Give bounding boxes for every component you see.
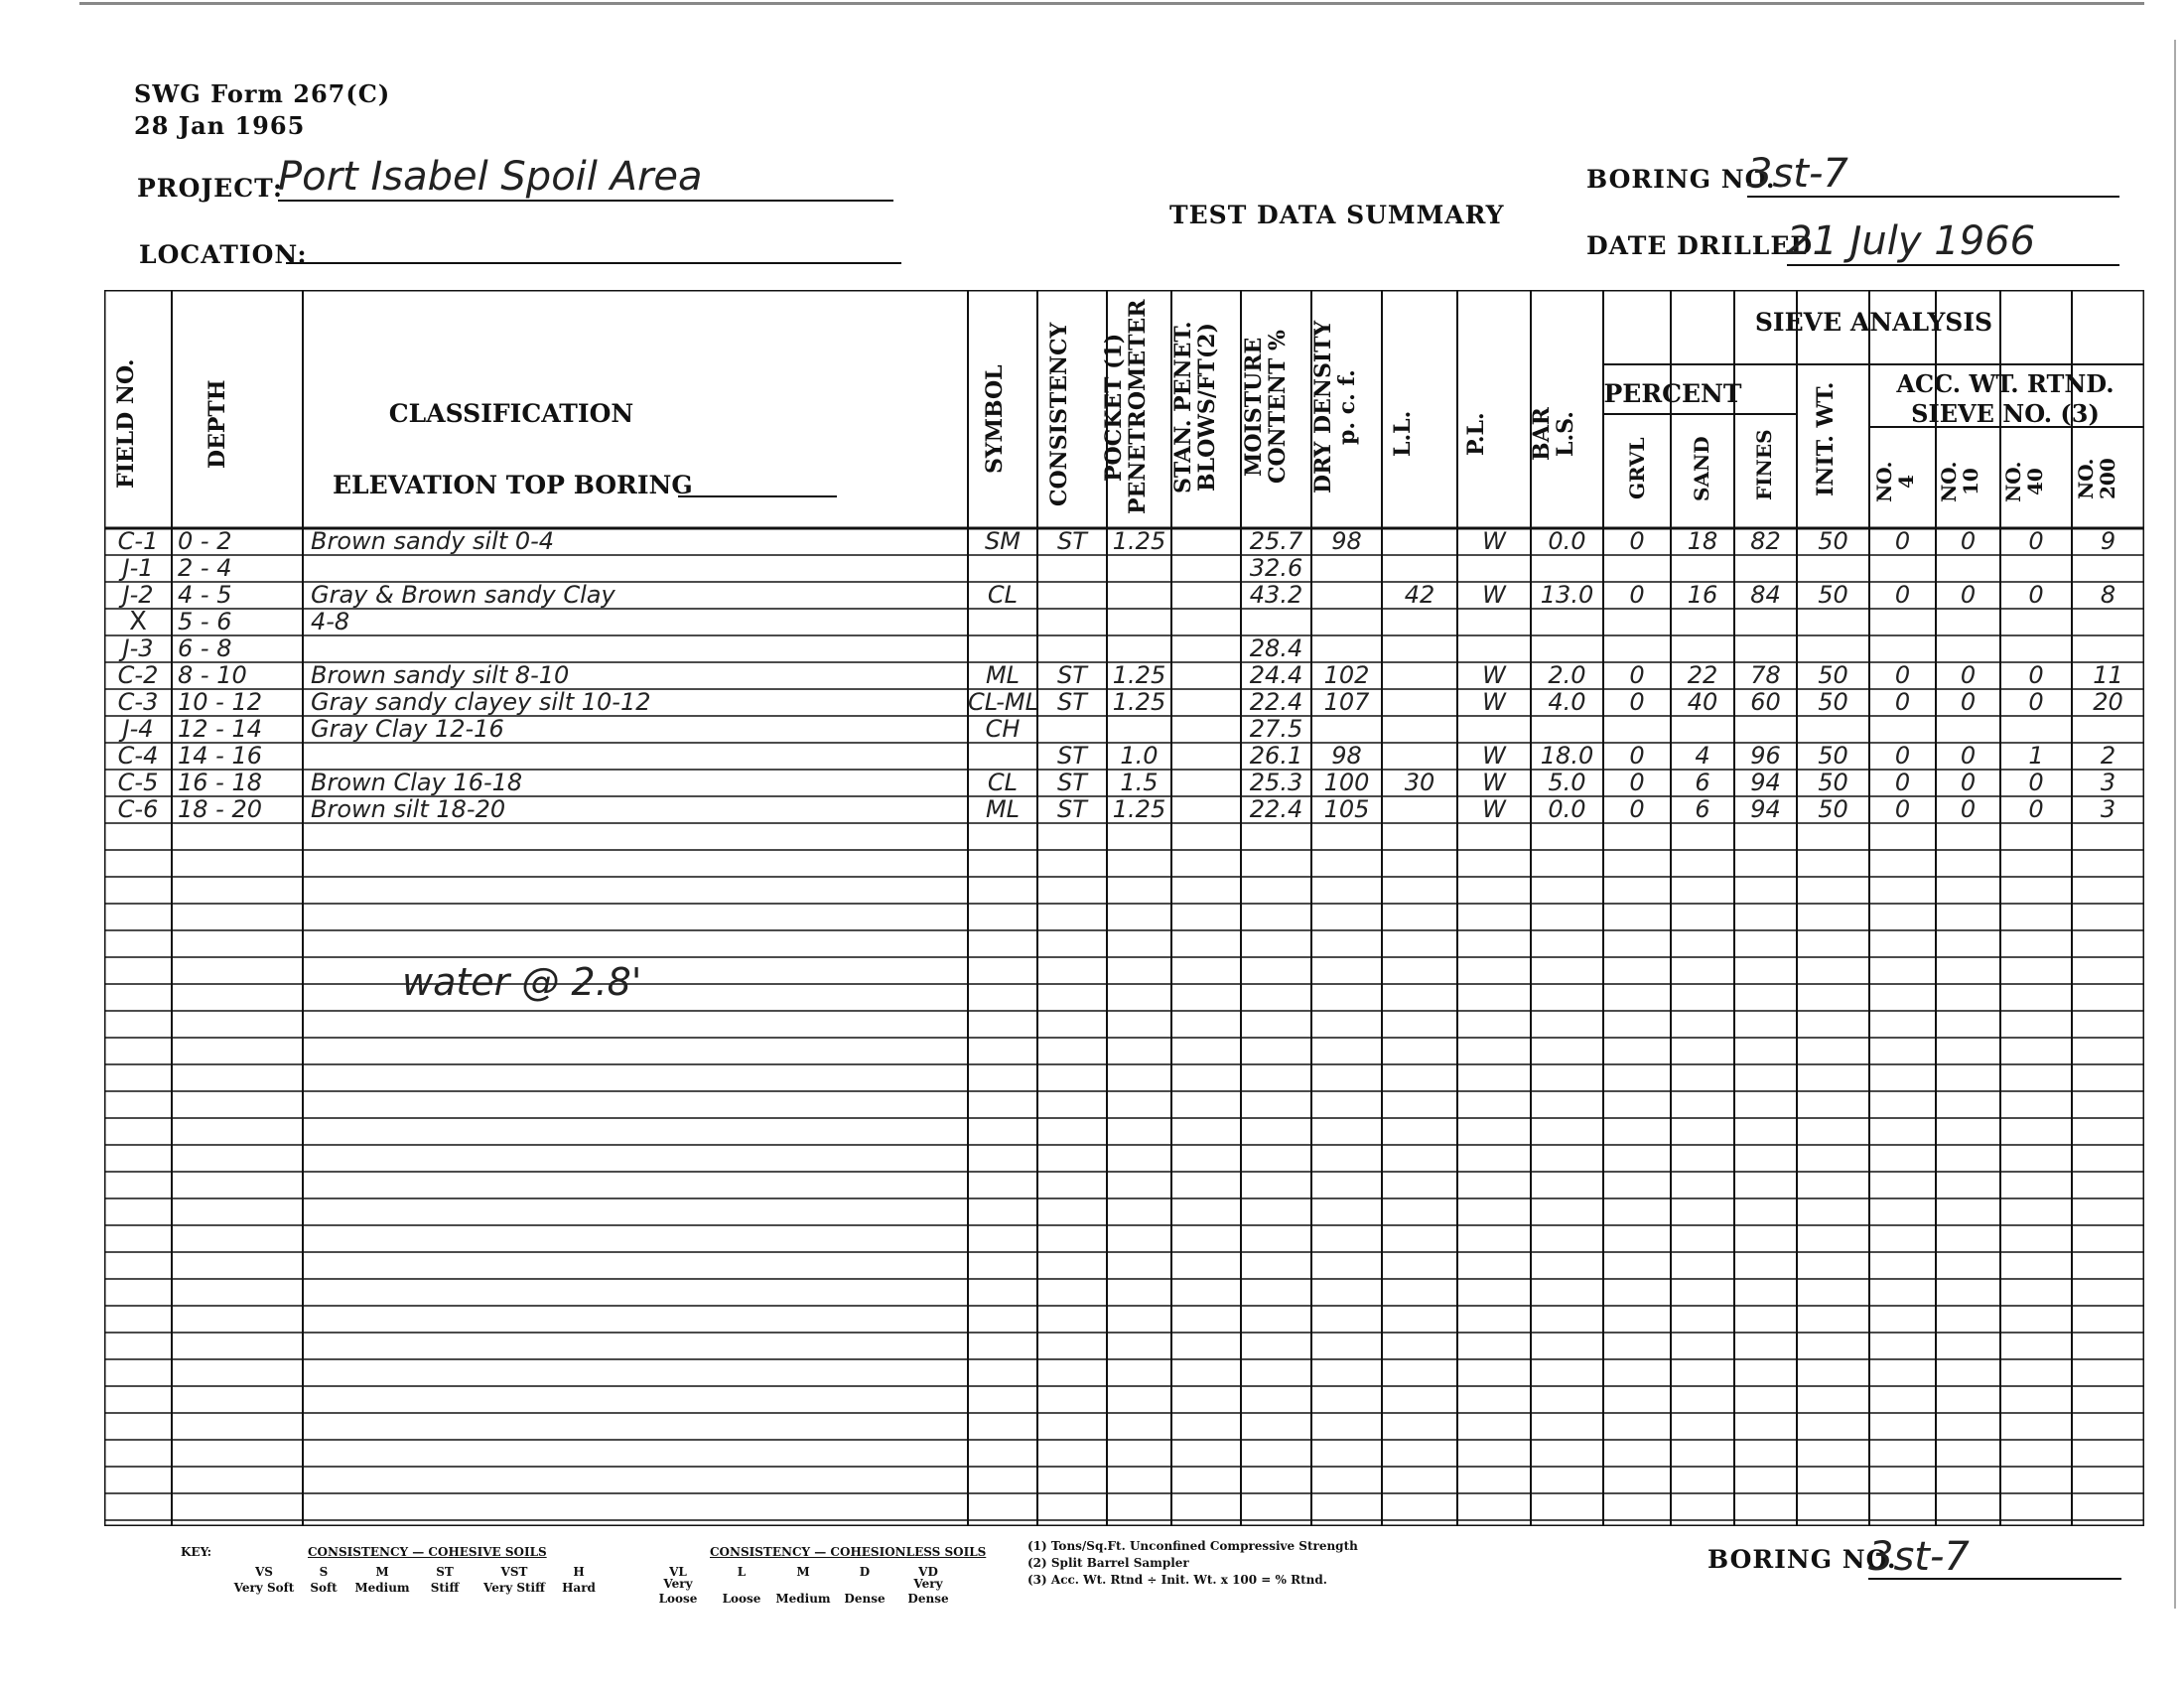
cell-n200: 11 (2093, 661, 2123, 689)
cell-dry: 107 (1323, 688, 1370, 716)
cell-moist: 28.4 (1249, 634, 1303, 662)
cell-n10: 0 (1960, 661, 1977, 689)
date-drilled-field[interactable]: 21 July 1966 (1787, 218, 2119, 266)
cell-n40: 0 (2028, 581, 2044, 609)
header-grvl: GRVL (1625, 437, 1649, 500)
cell-depth: 12 - 14 (178, 715, 262, 743)
header-depth: DEPTH (205, 379, 230, 469)
cell-depth: 8 - 10 (178, 661, 247, 689)
cell-pocket: 1.25 (1112, 527, 1166, 555)
cell-fines: 82 (1750, 527, 1781, 555)
cell-field: X (129, 607, 147, 636)
cell-cons: ST (1057, 527, 1087, 555)
cell-field: J-4 (122, 715, 154, 743)
cell-depth: 16 - 18 (178, 769, 262, 796)
cl-abbr-item: M (796, 1565, 810, 1579)
cell-n10: 0 (1960, 527, 1977, 555)
cell-moist: 22.4 (1249, 795, 1303, 823)
header-field-no: FIELD NO. (113, 358, 139, 490)
scan-edge (79, 2, 2144, 5)
coh-words-item: Soft (310, 1581, 338, 1595)
location-label: LOCATION: (139, 240, 308, 269)
header-no-4: NO. 4 (1872, 461, 1918, 502)
cell-moist: 32.6 (1249, 554, 1303, 582)
cell-pl: W (1482, 688, 1506, 716)
coh-abbr-item: M (375, 1565, 389, 1579)
header-classification: CLASSIFICATION (388, 399, 634, 428)
header-no-10: NO. 10 (1937, 461, 1982, 502)
header-sand: SAND (1690, 436, 1713, 501)
cell-field: J-2 (122, 581, 154, 609)
footer-note-1: (1) Tons/Sq.Ft. Unconfined Compressive Strength (1027, 1539, 1358, 1553)
cell-init: 50 (1818, 661, 1848, 689)
form-date: 28 Jan 1965 (134, 111, 306, 140)
location-field[interactable] (286, 234, 901, 264)
cell-cons: ST (1057, 742, 1087, 770)
cl-abbr-item: L (737, 1565, 747, 1579)
cell-sym: SM (985, 527, 1021, 555)
cell-cons: ST (1057, 769, 1087, 796)
cell-depth: 6 - 8 (178, 634, 232, 662)
cell-dry: 100 (1323, 769, 1370, 796)
footer-cohesive-words (230, 1577, 604, 1596)
cell-ll: 42 (1404, 581, 1435, 609)
cell-sand: 22 (1687, 661, 1718, 689)
cell-fines: 60 (1750, 688, 1781, 716)
cell-depth: 14 - 16 (178, 742, 262, 770)
cell-field: C-6 (117, 795, 159, 823)
date-drilled-label: DATE DRILLED (1586, 231, 1814, 260)
footer-boring-field[interactable]: 3st-7 (1868, 1534, 2121, 1580)
cell-depth: 10 - 12 (178, 688, 262, 716)
coh-abbr-item: S (319, 1565, 329, 1579)
cell-cls: Brown sandy silt 8-10 (311, 661, 570, 689)
cell-pocket: 1.25 (1112, 661, 1166, 689)
cell-field: C-4 (117, 742, 159, 770)
cell-cons: ST (1057, 795, 1087, 823)
cell-depth: 18 - 20 (178, 795, 262, 823)
coh-words-item: Very Soft (233, 1581, 295, 1595)
cell-moist: 27.5 (1249, 715, 1303, 743)
coh-abbr-item: VS (255, 1565, 273, 1579)
cell-n4: 0 (1894, 742, 1911, 770)
cell-init: 50 (1818, 742, 1848, 770)
cell-cls: Gray & Brown sandy Clay (311, 581, 615, 609)
cell-moist: 25.3 (1249, 769, 1303, 796)
cell-n4: 0 (1894, 581, 1911, 609)
elevation-field[interactable] (678, 493, 837, 497)
cell-n40: 0 (2028, 527, 2044, 555)
header-consistency: CONSISTENCY (1046, 322, 1072, 506)
cell-bar: 4.0 (1548, 688, 1586, 716)
footer-note-3: (3) Acc. Wt. Rtnd ÷ Init. Wt. x 100 = % Rtnd. (1027, 1573, 1327, 1587)
cell-dry: 98 (1331, 742, 1362, 770)
cell-pl: W (1482, 742, 1506, 770)
cell-n40: 0 (2028, 769, 2044, 796)
cell-cons: ST (1057, 688, 1087, 716)
cell-grvl: 0 (1629, 661, 1645, 689)
cell-bar: 2.0 (1548, 661, 1586, 689)
scan-edge-right (2174, 40, 2176, 1609)
cell-fines: 84 (1750, 581, 1781, 609)
cell-n40: 0 (2028, 688, 2044, 716)
cell-pl: W (1482, 661, 1506, 689)
cell-grvl: 0 (1629, 581, 1645, 609)
cell-depth: 5 - 6 (178, 608, 232, 635)
cell-depth: 4 - 5 (178, 581, 232, 609)
cell-cls: 4-8 (311, 608, 350, 635)
cell-pocket: 1.5 (1120, 769, 1159, 796)
header-moisture-content: MOISTURE CONTENT % (1241, 330, 1291, 485)
cell-pl: W (1482, 769, 1506, 796)
cell-n4: 0 (1894, 688, 1911, 716)
cell-dry: 98 (1331, 527, 1362, 555)
cell-sym: CL (987, 769, 1019, 796)
coh-words-item: Stiff (430, 1581, 460, 1595)
cell-moist: 43.2 (1249, 581, 1303, 609)
cl-abbr-item: VL (669, 1565, 687, 1579)
cell-grvl: 0 (1629, 795, 1645, 823)
coh-abbr-item: ST (436, 1565, 454, 1579)
cell-n200: 20 (2093, 688, 2123, 716)
footer-key-label: KEY: (181, 1545, 212, 1559)
cl-words-item: Very Dense (907, 1577, 949, 1606)
cell-depth: 0 - 2 (178, 527, 232, 555)
cell-bar: 0.0 (1548, 795, 1586, 823)
header-percent: PERCENT (1603, 379, 1742, 408)
cell-n10: 0 (1960, 688, 1977, 716)
cell-cls: Brown silt 18-20 (311, 795, 506, 823)
test-data-table (104, 290, 2144, 1526)
cell-field: J-1 (122, 554, 154, 582)
cell-n40: 1 (2028, 742, 2044, 770)
cell-fines: 96 (1750, 742, 1781, 770)
cell-init: 50 (1818, 688, 1848, 716)
form-title: TEST DATA SUMMARY (1169, 201, 1505, 229)
cell-n200: 8 (2100, 581, 2116, 609)
header-acc-wt-rtnd: ACC. WT. RTND. SIEVE NO. (3) (1896, 369, 2115, 428)
cell-field: C-1 (117, 527, 159, 555)
cell-bar: 0.0 (1548, 527, 1586, 555)
cell-n40: 0 (2028, 661, 2044, 689)
cell-pl: W (1482, 581, 1506, 609)
cell-cls: Brown sandy silt 0-4 (311, 527, 555, 555)
cell-sand: 6 (1695, 795, 1710, 823)
cl-words-item: Medium (775, 1592, 831, 1606)
header-pl: P.L. (1463, 412, 1489, 456)
cl-words-item: Loose (722, 1592, 761, 1606)
cell-n200: 2 (2100, 742, 2116, 770)
cell-moist: 24.4 (1249, 661, 1303, 689)
cell-cls: Brown Clay 16-18 (311, 769, 523, 796)
cell-sand: 18 (1687, 527, 1718, 555)
header-sieve-analysis: SIEVE ANALYSIS (1754, 308, 1993, 337)
cell-depth: 2 - 4 (178, 554, 232, 582)
cell-sym: CL (987, 581, 1019, 609)
header-ll: L.L. (1390, 410, 1416, 458)
cell-bar: 18.0 (1540, 742, 1594, 770)
cell-dry: 102 (1323, 661, 1370, 689)
project-field[interactable]: Port Isabel Spoil Area (278, 154, 893, 202)
coh-words-item: Medium (354, 1581, 410, 1595)
form-number: SWG Form 267(C) (134, 79, 391, 108)
boring-label: BORING NO. (1586, 165, 1776, 194)
water-note: water @ 2.8' (402, 960, 642, 1004)
cell-grvl: 0 (1629, 769, 1645, 796)
cell-fines: 94 (1750, 769, 1781, 796)
cell-sym: ML (985, 795, 1021, 823)
cell-moist: 22.4 (1249, 688, 1303, 716)
cell-pocket: 1.25 (1112, 795, 1166, 823)
cell-n200: 9 (2100, 527, 2116, 555)
cell-n10: 0 (1960, 769, 1977, 796)
boring-field[interactable]: 3st-7 (1747, 151, 2119, 198)
cell-sand: 4 (1695, 742, 1710, 770)
cell-moist: 25.7 (1249, 527, 1303, 555)
footer-boring-label: BORING NO. (1707, 1545, 1897, 1574)
cl-abbr-item: VD (918, 1565, 938, 1579)
cell-moist: 26.1 (1249, 742, 1303, 770)
header-no-200: NO. 200 (2074, 458, 2119, 499)
cell-sym: CH (985, 715, 1021, 743)
cell-ll: 30 (1404, 769, 1435, 796)
header-init-wt: INIT. WT. (1813, 381, 1839, 496)
cell-n4: 0 (1894, 661, 1911, 689)
cell-n4: 0 (1894, 795, 1911, 823)
cl-words-item: Dense (844, 1592, 886, 1606)
cell-field: J-3 (122, 634, 154, 662)
coh-words-item: Hard (562, 1581, 596, 1595)
cell-cons: ST (1057, 661, 1087, 689)
cell-sand: 40 (1687, 688, 1718, 716)
cell-n200: 3 (2100, 769, 2116, 796)
header-no-40: NO. 40 (2001, 461, 2047, 502)
cell-bar: 13.0 (1540, 581, 1594, 609)
header-symbol: SYMBOL (982, 364, 1008, 474)
coh-abbr-item: VST (500, 1565, 528, 1579)
cell-n4: 0 (1894, 527, 1911, 555)
project-label: PROJECT: (137, 174, 284, 203)
cell-pocket: 1.25 (1112, 688, 1166, 716)
cell-cls: Gray sandy clayey silt 10-12 (311, 688, 651, 716)
cell-fines: 94 (1750, 795, 1781, 823)
cell-bar: 5.0 (1548, 769, 1586, 796)
cell-n10: 0 (1960, 795, 1977, 823)
cell-n4: 0 (1894, 769, 1911, 796)
cell-n10: 0 (1960, 581, 1977, 609)
header-fines: FINES (1752, 429, 1776, 500)
cell-pl: W (1482, 795, 1506, 823)
cl-abbr-item: D (859, 1565, 871, 1579)
cell-n40: 0 (2028, 795, 2044, 823)
cell-n200: 3 (2100, 795, 2116, 823)
footer-note-2: (2) Split Barrel Sampler (1027, 1556, 1189, 1570)
cell-sym: ML (985, 661, 1021, 689)
cell-dry: 105 (1323, 795, 1370, 823)
header-elevation: ELEVATION TOP BORING (333, 471, 693, 499)
cell-grvl: 0 (1629, 527, 1645, 555)
cell-field: C-5 (117, 769, 159, 796)
header-stan-penet: STAN. PENET. BLOWS/FT(2) (1170, 321, 1220, 493)
header-bar-ls: BAR L.S. (1529, 407, 1578, 461)
cell-init: 50 (1818, 581, 1848, 609)
cell-init: 50 (1818, 527, 1848, 555)
cell-pl: W (1482, 527, 1506, 555)
cell-sym: CL-ML (968, 688, 1039, 716)
cell-init: 50 (1818, 769, 1848, 796)
cl-words-item: Very Loose (658, 1577, 698, 1606)
footer-cohesionless-title: CONSISTENCY — COHESIONLESS SOILS (710, 1545, 987, 1559)
header-dry-density: DRY DENSITY p. c. f. (1310, 320, 1360, 494)
cell-grvl: 0 (1629, 688, 1645, 716)
cell-fines: 78 (1750, 661, 1781, 689)
coh-abbr-item: H (573, 1565, 585, 1579)
cell-pocket: 1.0 (1120, 742, 1159, 770)
footer-cohesionless-words (643, 1577, 963, 1607)
cell-cls: Gray Clay 12-16 (311, 715, 504, 743)
cell-init: 50 (1818, 795, 1848, 823)
cell-sand: 6 (1695, 769, 1710, 796)
coh-words-item: Very Stiff (483, 1581, 545, 1595)
cell-sand: 16 (1687, 581, 1718, 609)
cell-n10: 0 (1960, 742, 1977, 770)
footer-cohesive-title: CONSISTENCY — COHESIVE SOILS (308, 1545, 547, 1559)
cell-field: C-2 (117, 661, 159, 689)
header-pocket-penetrometer: POCKET (1) PENETROMETER (1101, 299, 1151, 515)
cell-grvl: 0 (1629, 742, 1645, 770)
cell-field: C-3 (117, 688, 159, 716)
